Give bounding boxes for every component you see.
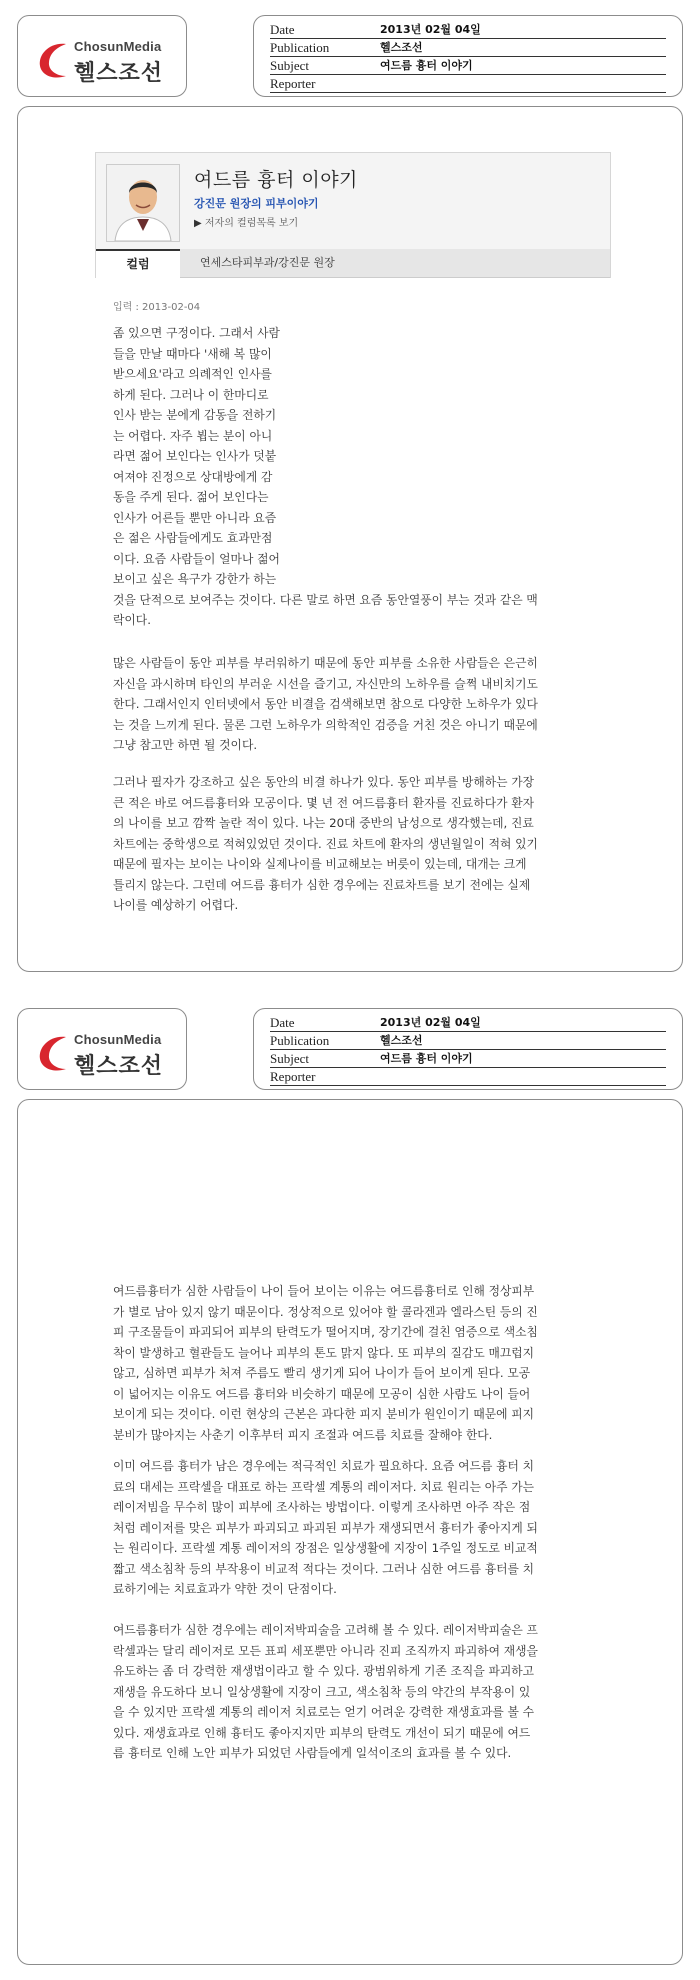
text-line: 그냥 참고만 하면 될 것이다. (113, 738, 258, 752)
author-portrait-icon (107, 165, 179, 241)
text-line: 락셀과는 달리 레이저로 모든 표피 세포뿐만 아니라 진피 조직까지 파괴하여 재생을 (113, 1643, 538, 1658)
text-line: 이 넓어지는 이유도 여드름 흉터와 비슷하기 때문에 모공이 심한 사람도 나이 들어 (113, 1386, 531, 1401)
text-line: 레이저빔을 무수히 많이 피부에 조사하는 방법이다. 이렇게 조사하면 아주 작은 점 (113, 1500, 531, 1514)
text-line: 때문에 필자는 보이는 나이와 실제나이를 비교해보는 버릇이 있는데, 대개는 크게 (113, 857, 527, 871)
text-line: 는 어렵다. 자주 뵙는 분이 아니 (113, 428, 273, 443)
text-line: 있다. 재생효과로 인해 흉터도 좋아지지만 피부의 탄력도 개선이 되기 때문에 여드 (113, 1725, 531, 1740)
tab-column[interactable]: 컬럼 (96, 249, 180, 278)
meta-value-date: 2013년 02월 04일 (380, 23, 481, 36)
tab-author-info: 연세스타피부과/강진문 원장 (180, 249, 610, 278)
meta-row-publication (270, 1032, 666, 1050)
chosunmedia-swoosh-icon (36, 1031, 74, 1075)
text-line: 재생을 유도하다 보니 일상생활에 지장이 크고, 색소침착 등의 약간의 부작용이 있 (113, 1684, 531, 1699)
text-line: 을 수 있지만 프락셀 계통의 레이저 치료로는 얻기 어려운 강력한 재생효과를 볼 수 (113, 1705, 535, 1719)
logo-brand: ChosunMedia (74, 39, 162, 54)
text-line: 보이게 되는 것이다. 이런 현상의 근본은 과다한 피지 분비가 원인이기 때문에 피지 (113, 1407, 535, 1421)
text-line: 차트에는 중학생으로 적혀있었던 것이다. 진료 차트에 환자의 생년월일이 적혀 있기 (113, 836, 538, 851)
logo-brand-page2: ChosunMedia (74, 1032, 162, 1047)
meta-value-subject: 여드름 흉터 이야기 (380, 59, 473, 72)
text-line: 피 구조물들이 파괴되어 피부의 탄력도가 떨어지며, 장기간에 걸친 염증으로 색소침 (113, 1325, 538, 1339)
text-line: 이미 여드름 흉터가 남은 경우에는 적극적인 치료가 필요하다. 요즘 여드름 흉터 치 (113, 1459, 535, 1473)
logo-box-page2 (17, 1008, 187, 1090)
meta-label-reporter: Reporter (270, 76, 316, 91)
text-line: 료하기에는 치료효과가 약한 것이 단점이다. (113, 1582, 337, 1596)
meta-label-publication: Publication (270, 40, 330, 55)
text-line: 좀 있으면 구정이다. 그래서 사람 (113, 326, 280, 340)
text-line: 틀리지 않는다. 그런데 여드름 흉터가 심한 경우에는 진료차트를 보기 전에는 실제 (113, 877, 531, 892)
meta-row-subject (270, 1050, 666, 1068)
text-line: 름 흉터로 인해 노안 피부가 되었던 사람들에게 일석이조의 효과를 볼 수 있다. (113, 1746, 512, 1760)
meta-row-date (270, 1014, 666, 1032)
text-line: 많은 사람들이 동안 피부를 부러워하기 때문에 동안 피부를 소유한 사람들은 은근히 (113, 656, 538, 670)
text-line: 의 나이를 보고 깜짝 놀란 적이 있다. 나는 20대 중반의 남성으로 생각했는데, 진료 (113, 816, 534, 830)
text-line: 나이를 예상하기 어렵다. (113, 898, 239, 912)
article-header (95, 152, 611, 278)
text-line: 여드름흉터가 심한 경우에는 레이저박피술을 고려해 볼 수 있다. 레이저박피술은 프 (113, 1623, 538, 1637)
meta-row-date (270, 21, 666, 39)
page1-paragraph-1 (113, 323, 593, 631)
text-line: 이다. 요즘 사람들이 얼마나 젊어 (113, 551, 280, 566)
text-line: 는 것을 느끼게 된다. 물론 그런 노하우가 의학적인 검증을 거친 것은 아니기 때문에 (113, 717, 538, 732)
text-line: 처럼 레이저를 맞은 피부가 파괴되고 파괴된 피부가 재생되면서 흉터가 좋아지게 되 (113, 1520, 538, 1535)
page2-paragraph-1 (113, 1281, 593, 1445)
text-line: 인사가 어른들 뿐만 아니라 요즘 (113, 510, 277, 525)
meta-value-subject: 여드름 흉터 이야기 (380, 1052, 473, 1065)
page2-paragraph-3 (113, 1620, 593, 1764)
page2-paragraph-2 (113, 1456, 593, 1600)
text-line: 라면 젊어 보인다는 인사가 덧붙 (113, 449, 277, 463)
meta-value-date: 2013년 02월 04일 (380, 1016, 481, 1029)
article-title: 여드름 흉터 이야기 (194, 169, 358, 191)
author-columns-link[interactable] (194, 214, 298, 229)
text-line: 유도하는 좀 더 강력한 재생법이라고 할 수 있다. 광범위하게 기존 조직을 파괴하고 (113, 1664, 535, 1678)
text-line: 않고, 심하면 피부가 처져 주름도 빨리 생기게 되어 나이가 들어 보이게 된다. 모공 (113, 1366, 531, 1380)
meta-box (253, 15, 683, 97)
meta-row-subject (270, 57, 666, 75)
meta-value-publication: 헬스조선 (380, 1034, 423, 1047)
page1-paragraph-3 (113, 772, 593, 916)
text-line: 받으세요'라고 의례적인 인사를 (113, 367, 272, 381)
meta-label-reporter: Reporter (270, 1069, 316, 1084)
meta-row-publication (270, 39, 666, 57)
text-line: 은 젊은 사람들에게도 효과만점 (113, 531, 273, 545)
logo-name: 헬스조선 (74, 61, 164, 86)
triangle-right-icon: ▶ (194, 218, 205, 229)
meta-row-reporter (270, 75, 666, 93)
meta-label-subject: Subject (270, 58, 309, 73)
logo-name-page2: 헬스조선 (74, 1054, 164, 1079)
meta-row-reporter (270, 1068, 666, 1086)
meta-label-subject: Subject (270, 1051, 309, 1066)
author-photo (106, 164, 180, 242)
text-line: 동을 주게 된다. 젊어 보인다는 (113, 490, 269, 504)
meta-label-publication: Publication (270, 1033, 330, 1048)
meta-box-page2 (253, 1008, 683, 1090)
text-line: 들을 만날 때마다 '새해 복 많이 (113, 346, 272, 361)
text-line: 는 원리이다. 프락셀 계통 레이저의 장점은 일상생활에 지장이 1주일 정도로 비교적 (113, 1541, 538, 1555)
author-columns-link-label: 저자의 컬럼목록 보기 (204, 218, 299, 229)
text-line: 락이다. (113, 613, 151, 627)
text-line: 인사 받는 분에게 감동을 전하기 (113, 408, 277, 422)
meta-label-date: Date (270, 22, 295, 37)
text-line: 하게 된다. 그러나 이 한마디로 (113, 387, 269, 402)
text-line: 그러나 필자가 강조하고 싶은 동안의 비결 하나가 있다. 동안 피부를 방해하는 가장 (113, 775, 535, 789)
text-line: 료의 대세는 프락셀을 대표로 하는 프락셀 계통의 레이저다. 치료 원리는 아주 가는 (113, 1479, 535, 1494)
text-line: 가 별로 남아 있지 않기 때문이다. 정상적으로 있어야 할 콜라겐과 엘라스틴 등의 진 (113, 1304, 538, 1319)
text-line: 한다. 그래서인지 인터넷에서 동안 비결을 검색해보면 참으로 다양한 노하우가 있다 (113, 697, 538, 711)
text-line: 자신을 과시하며 타인의 부러운 시선을 즐기고, 자신만의 노하우를 슬쩍 내비치기도 (113, 676, 538, 691)
text-line: 여져야 진정으로 상대방에게 감 (113, 469, 273, 484)
logo-box (17, 15, 187, 97)
chosunmedia-swoosh-icon (36, 38, 74, 82)
text-line: 짧고 색소침착 등의 부작용이 비교적 적다는 것이다. 그러나 심한 여드름 흉터를 치 (113, 1561, 535, 1576)
column-name: 강진문 원장의 피부이야기 (194, 197, 319, 210)
text-line: 큰 적은 바로 여드름흉터와 모공이다. 몇 년 전 여드름흉터 환자를 진료하다가 환자 (113, 795, 535, 810)
text-line: 분비가 많아지는 사춘기 이후부터 피지 조절과 여드름 치료를 잘해야 한다. (113, 1427, 493, 1442)
page1-paragraph-2 (113, 653, 593, 756)
published-date: 입력 : 2013-02-04 (113, 302, 201, 313)
meta-value-publication: 헬스조선 (380, 41, 423, 54)
text-line: 것을 단적으로 보여주는 것이다. 다른 말로 하면 요즘 동안열풍이 부는 것과 같은 맥 (113, 592, 538, 607)
text-line: 보이고 싶은 욕구가 강한가 하는 (113, 572, 277, 586)
text-line: 착이 발생하고 혈관들도 늘어나 피부의 톤도 맑지 않다. 또 피부의 질감도 매끄럽지 (113, 1345, 535, 1360)
meta-label-date: Date (270, 1015, 295, 1030)
article-tab-row (96, 249, 610, 278)
text-line: 여드름흉터가 심한 사람들이 나이 들어 보이는 이유는 여드름흉터로 인해 정상피부 (113, 1284, 535, 1298)
